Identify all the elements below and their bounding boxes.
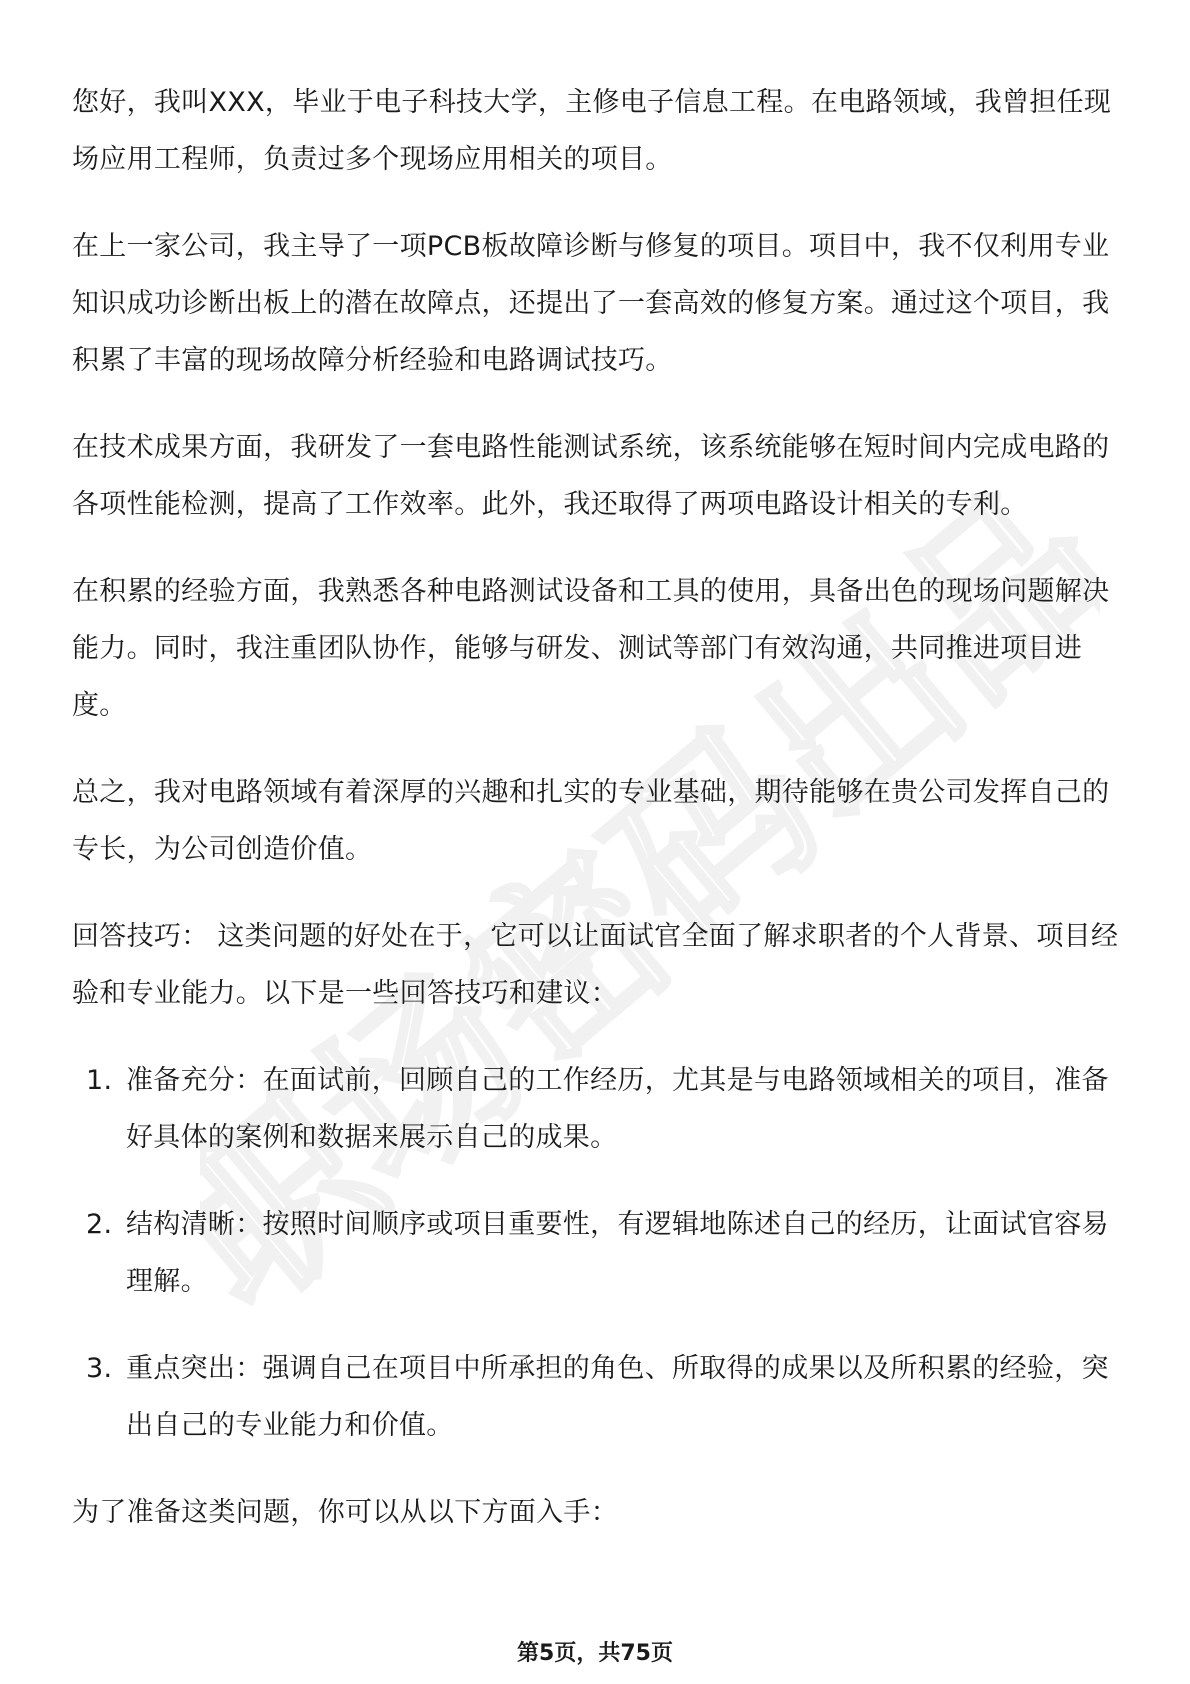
document-body <box>72 74 1122 1571</box>
paragraph-summary: 总之，我对电路领域有着深厚的兴趣和扎实的专业基础，期待能够在贵公司发挥自己的专长，为公司创造价值。 <box>72 777 1110 865</box>
page-number: 第5页，共75页 <box>517 1641 673 1666</box>
paragraph-project: 在上一家公司，我主导了一项PCB板故障诊断与修复的项目。项目中，我不仅利用专业知识成功诊断出板上的潜在故障点，还提出了一套高效的修复方案。通过这个项目，我积累了丰富的现场故障分析经验和电路调试技巧。 <box>72 231 1110 376</box>
list-item-number: 2. <box>86 1209 113 1240</box>
list-item-number: 3. <box>86 1353 113 1384</box>
paragraph-achievements: 在技术成果方面，我研发了一套电路性能测试系统，该系统能够在短时间内完成电路的各项性能检测，提高了工作效率。此外，我还取得了两项电路设计相关的专利。 <box>72 432 1110 520</box>
list-item-number: 1. <box>86 1065 113 1096</box>
paragraph-intro: 您好，我叫XXX，毕业于电子科技大学，主修电子信息工程。在电路领域，我曾担任现场应用工程师，负责过多个现场应用相关的项目。 <box>72 87 1112 175</box>
list-item <box>72 1052 1122 1166</box>
list-item-text: 结构清晰：按照时间顺序或项目重要性，有逻辑地陈述自己的经历，让面试官容易理解。 <box>126 1209 1109 1297</box>
paragraph-tips-intro: 回答技巧： 这类问题的好处在于，它可以让面试官全面了解求职者的个人背景、项目经验和专业能力。以下是一些回答技巧和建议： <box>72 921 1119 1009</box>
list-item <box>72 1196 1122 1310</box>
tips-list <box>72 1052 1122 1454</box>
list-item <box>72 1340 1122 1454</box>
watermark-text: 职场密码出品 <box>200 460 1100 1350</box>
paragraph-experience: 在积累的经验方面，我熟悉各种电路测试设备和工具的使用，具备出色的现场问题解决能力。同时，我注重团队协作，能够与研发、测试等部门有效沟通，共同推进项目进度。 <box>72 576 1110 721</box>
list-item-text: 准备充分：在面试前，回顾自己的工作经历，尤其是与电路领域相关的项目，准备好具体的案例和数据来展示自己的成果。 <box>126 1065 1109 1153</box>
paragraph-closing: 为了准备这类问题，你可以从以下方面入手： <box>72 1497 618 1528</box>
list-item-text: 重点突出：强调自己在项目中所承担的角色、所取得的成果以及所积累的经验，突出自己的专业能力和价值。 <box>126 1353 1109 1441</box>
